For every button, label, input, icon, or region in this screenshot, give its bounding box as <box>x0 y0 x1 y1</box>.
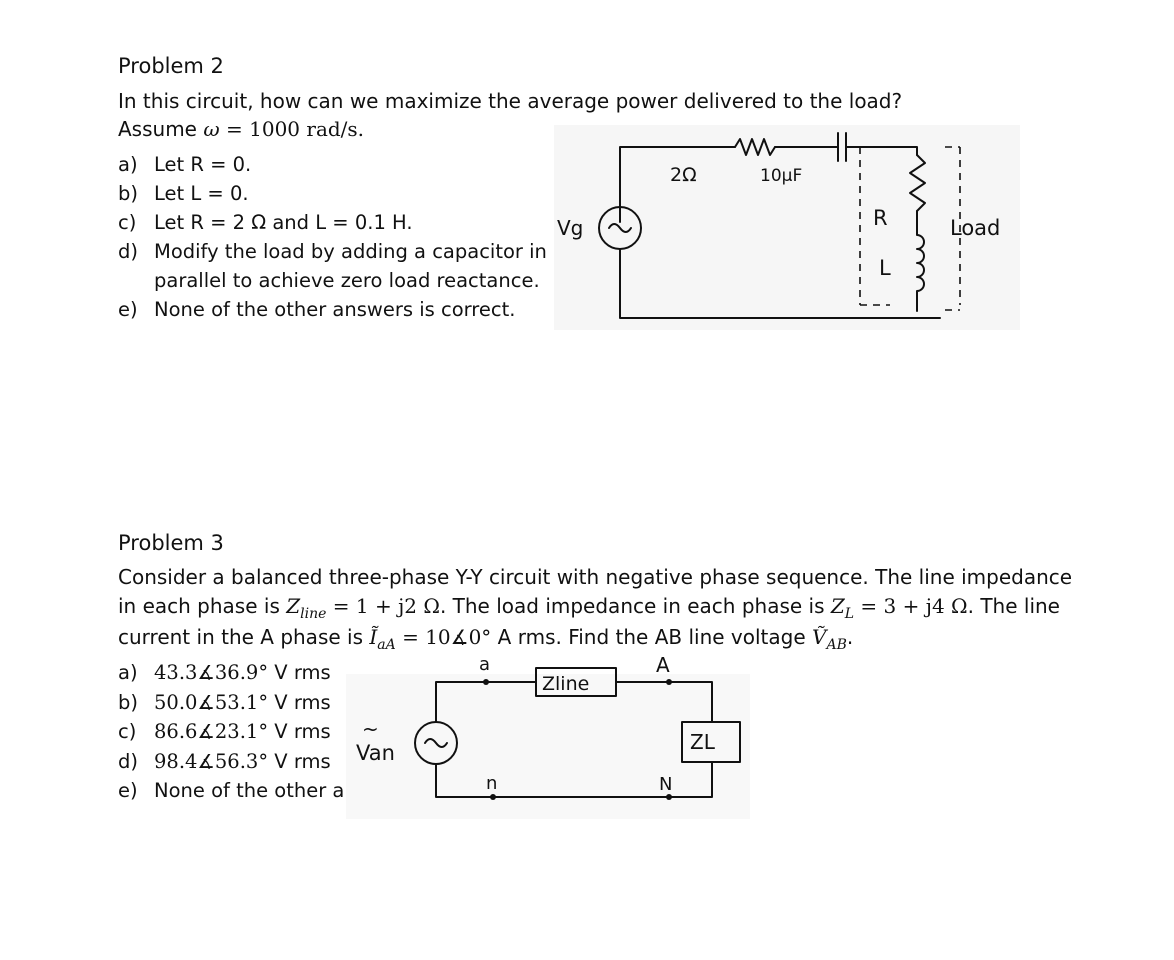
problem-2-assumption <box>118 117 364 141</box>
option-b[interactable]: b) 50.0∡53.1° V rms <box>118 690 331 714</box>
capacitor-label: 10μF <box>760 166 803 186</box>
load-r-label: R <box>873 206 888 230</box>
node-A-label: A <box>656 653 670 677</box>
problem-2-title: Problem 2 <box>118 54 224 78</box>
option-e[interactable]: e) None of the other answers is correct. <box>118 298 516 321</box>
load-l-label: L <box>879 256 891 280</box>
omega-value: 1000 rad/s. <box>249 117 365 141</box>
assume-prefix: Assume <box>118 117 197 141</box>
node-n-dot <box>490 794 496 800</box>
option-c[interactable]: c) 86.6∡23.1° V rms <box>118 720 331 743</box>
node-A-dot <box>666 679 672 685</box>
option-c[interactable]: c) Let R = 2 Ω and L = 0.1 H. <box>118 211 413 234</box>
option-a[interactable]: a) 43.3∡36.9° V rms <box>118 661 331 684</box>
option-d[interactable]: d) 98.4∡56.3° V rms <box>118 749 331 773</box>
option-e[interactable]: e) None of the other a <box>118 779 345 802</box>
problem-2-circuit-diagram <box>540 125 1020 330</box>
zline-label: Zline <box>542 673 590 695</box>
option-d[interactable]: d) Modify the load by adding a capacitor in <box>118 240 547 263</box>
problem-2-question: In this circuit, how can we maximize the average power delivered to the load? <box>118 89 903 113</box>
problem-3-title: Problem 3 <box>118 531 224 555</box>
node-a-dot <box>483 679 489 685</box>
zl-label: ZL <box>690 730 715 754</box>
node-a-label: a <box>479 654 491 675</box>
load-label: Load <box>950 216 1001 240</box>
source-label: Vg <box>557 216 584 240</box>
source-label: Van <box>356 741 395 765</box>
option-a[interactable]: a) Let R = 0. <box>118 153 252 176</box>
option-d-continued: parallel to achieve zero load reactance. <box>154 269 540 292</box>
option-b[interactable]: b) Let L = 0. <box>118 182 249 205</box>
resistor-label: 2Ω <box>670 164 697 186</box>
node-N-label: N <box>659 774 673 795</box>
problem-3-circuit-diagram <box>346 652 750 822</box>
problem-3-options <box>118 661 344 809</box>
problem-2-options <box>118 153 547 327</box>
omega-symbol: ω = <box>203 117 250 141</box>
problem-3-line-2: in each phase is $Z_{line} = 1 + j2$ Ω. The load impedance in each phase is $Z_L = 3 + j4$ Ω. The line <box>118 594 1060 622</box>
problem-3-line-3: current in the A phase is $Ĩ_{aA}$ = 10∡0° A rms. Find the AB line voltage Ṽ$_{AB}$. <box>118 625 854 653</box>
node-n-label: n <box>486 773 498 794</box>
source-tilde: ~ <box>362 717 379 741</box>
problem-3-line-1: Consider a balanced three-phase Y-Y circuit with negative phase sequence. The line impedance <box>118 565 1073 589</box>
